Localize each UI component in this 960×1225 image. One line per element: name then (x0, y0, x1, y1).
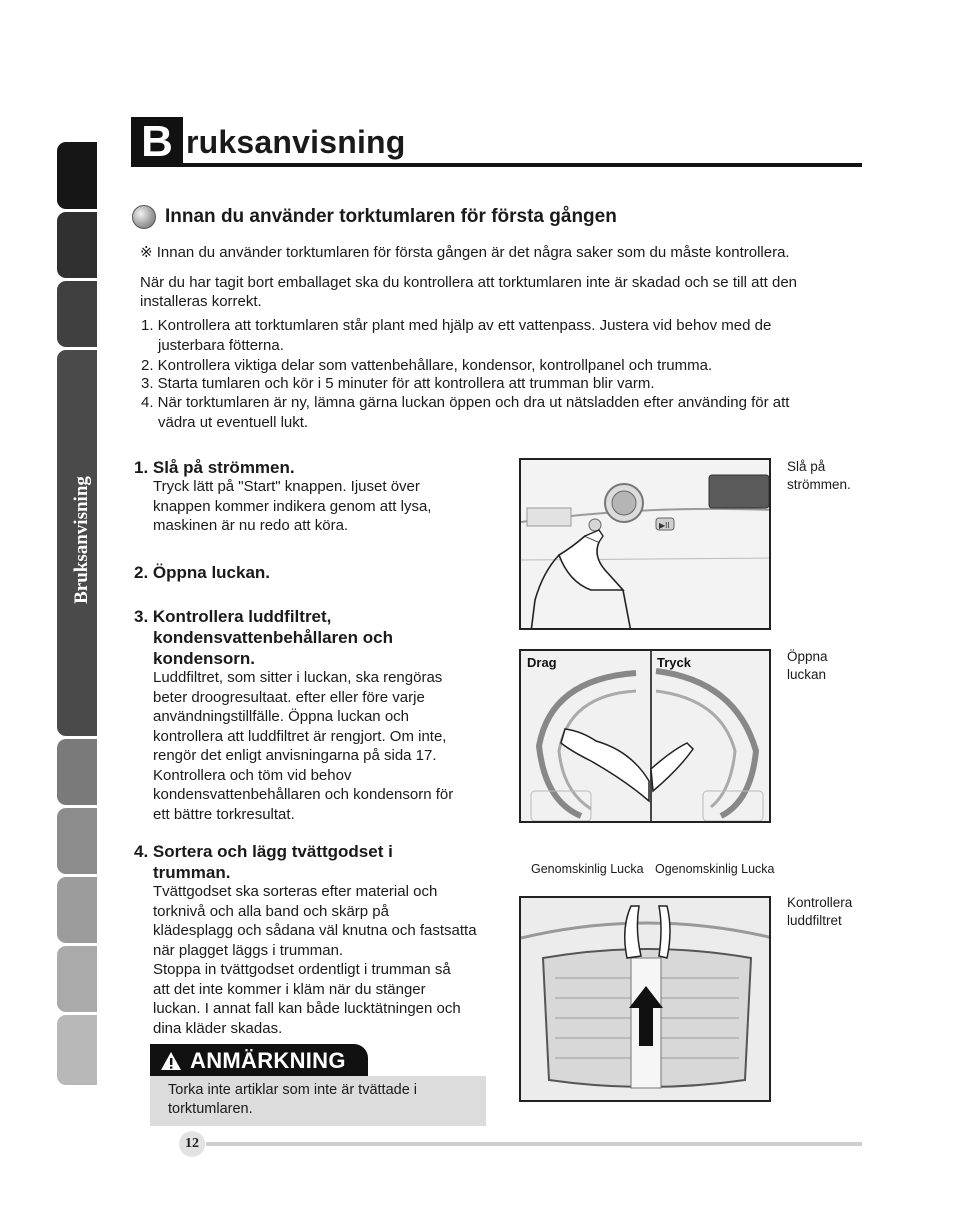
step-1-title: 1. Slå på strömmen. (134, 458, 295, 477)
control-panel-illustration (519, 458, 771, 630)
checklist-item-1: 1. Kontrollera att torktumlaren står plant med hjälp av ett vattenpass. Justera vid behov med de justerbara fötterna. (141, 317, 772, 354)
section-bullet-icon (132, 205, 156, 229)
warning-badge (150, 1044, 368, 1077)
svg-text:▶II: ▶II (659, 521, 670, 530)
section-title: Innan du använder torktumlaren för första gången (165, 206, 617, 227)
lint-filter-illustration (519, 896, 771, 1102)
header-rule (183, 163, 862, 167)
checklist-item-2: 2. Kontrollera viktiga delar som vattenbehållare, kondensor, kontrollpanel och trumma. (141, 357, 713, 374)
warning-title: ANMÄRKNING (190, 1047, 346, 1073)
figure-3-caption: Kontrollera luddfiltret (787, 895, 853, 928)
step-3-body: Luddfiltret, som sitter i luckan, ska rengöras beter droogresultaat. efter eller före varje användningstillfälle. Öppna luckan och kontrollera att luddfiltret är rengjort. Om inte, rengör det enligt anvisningarna på sida 17. Kontrollera och töm vid behov kondensvattenbehållaren och kondensorn för ett bättre torkresultat. (153, 669, 454, 823)
step-3-title: 3. Kontrollera luddfiltret, kondensvattenbehållaren och kondensorn. (134, 607, 393, 668)
checklist-item-4: 4. När torktumlaren är ny, lämna gärna luckan öppen och dra ut nätsladden efter använding för att vädra ut eventuell lukt. (141, 394, 790, 431)
transparent-door-label: Genomskinlig Lucka (531, 862, 644, 876)
page-title: ruksanvisning (186, 124, 406, 160)
intro-line-1: När du har tagit bort emballaget ska du kontrollera att torktumlaren inte är skadad och se till att den (140, 274, 798, 291)
opaque-door-label: Ogenomskinlig Lucka (655, 862, 775, 876)
door-illustration (519, 649, 771, 823)
page-number: 12 (179, 1131, 205, 1157)
intro-note: ※ Innan du använder torktumlaren för första gången är det några saker som du måste kontrollera. (140, 244, 790, 261)
figure-1-caption: Slå på strömmen. (787, 459, 851, 492)
drag-label: Drag (527, 655, 557, 670)
warning-text: Torka inte artiklar som inte är tvättade i torktumlaren. (150, 1076, 486, 1126)
header-initial: B (131, 117, 183, 167)
side-tab-label: Bruksanvisning (71, 476, 93, 604)
figure-2-caption: Öppna luckan (787, 649, 828, 682)
lint-filter-svg (521, 898, 771, 1102)
step-2-title: 2. Öppna luckan. (134, 563, 271, 582)
step-4-title: 4. Sortera och lägg tvättgodset i trumman. (134, 842, 393, 882)
intro-line-2: installeras korrekt. (140, 293, 262, 310)
warning-icon (160, 1051, 182, 1071)
push-label: Tryck (657, 655, 691, 670)
step-4-body: Tvättgodset ska sorteras efter material och torknivå och alla band och skärp på klädesplagg och sådana väl knutna och fastsatta när plagget läggs i trumman. Stoppa in tvättgodset ordentligt i trumman så att det inte kommer i kläm när du stänger luckan. I annat fall kan både lucktätningen och dina kläder skadas. (153, 883, 477, 1037)
step-1-body: Tryck lätt på "Start" knappen. Ijuset över knappen kommer indikera genom att lysa, maskinen är nu redo att köra. (153, 478, 432, 534)
checklist-item-3: 3. Starta tumlaren och kör i 5 minuter för att kontrollera att trumman blir varm. (141, 375, 655, 392)
control-panel-svg (521, 460, 771, 630)
footer-rule (206, 1142, 862, 1146)
door-svg (521, 651, 771, 823)
